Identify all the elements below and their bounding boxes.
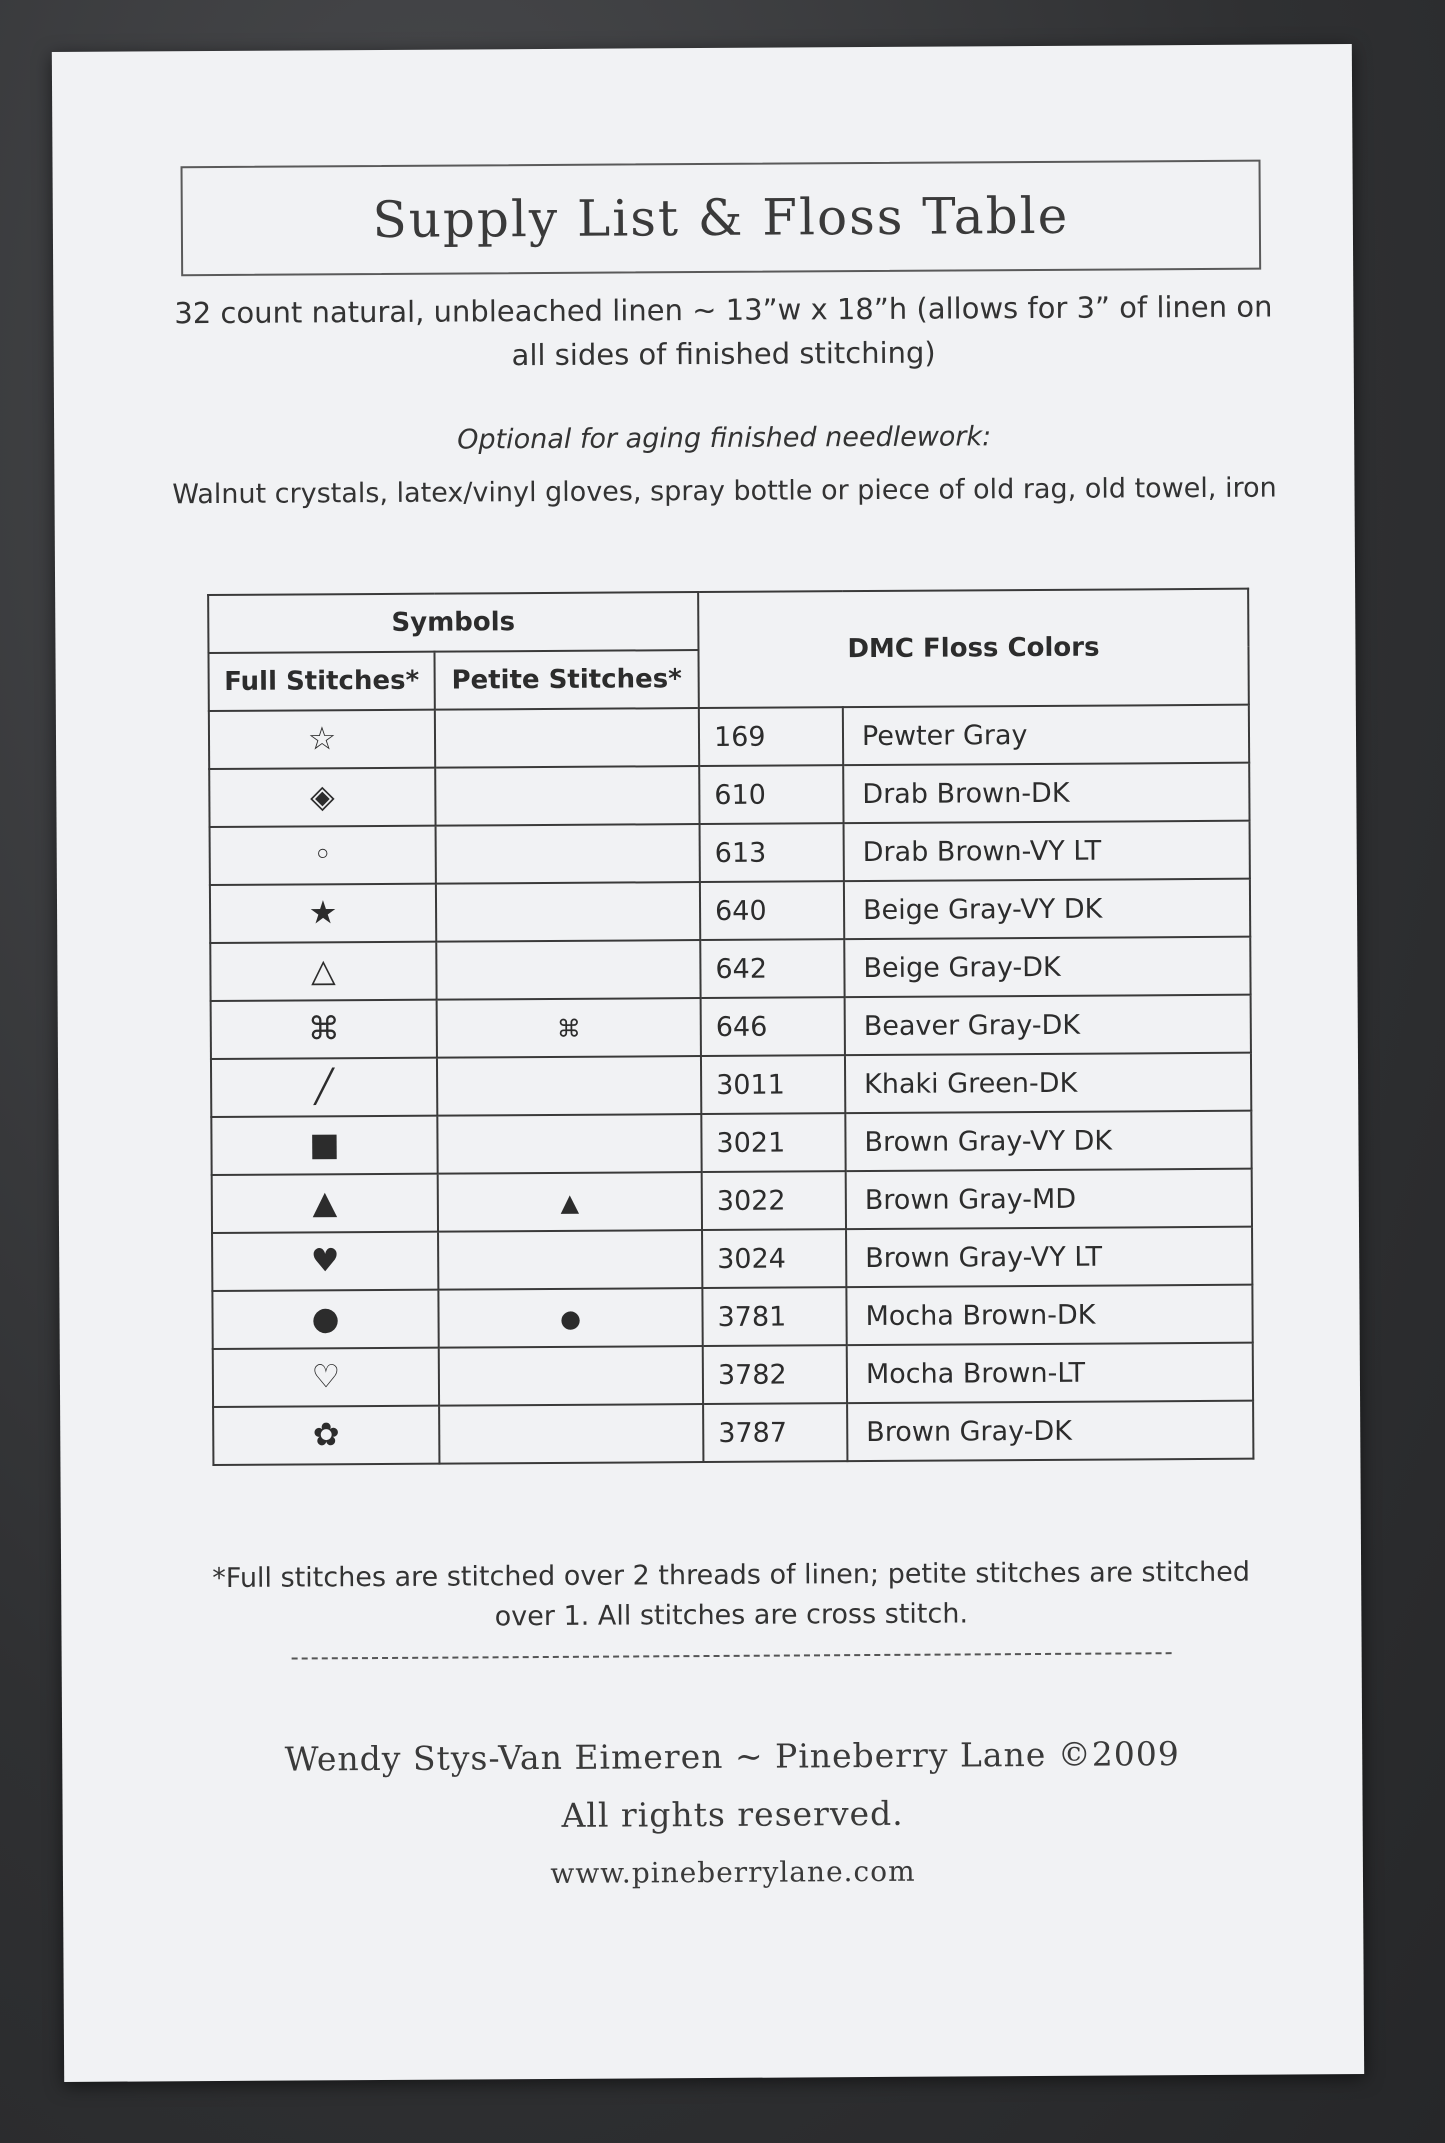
dmc-color-name: Brown Gray-VY LT <box>846 1227 1252 1287</box>
full-stitch-symbol: ● <box>212 1290 438 1349</box>
dmc-color-name: Brown Gray-DK <box>847 1401 1253 1461</box>
full-stitch-symbol: △ <box>210 942 436 1001</box>
full-stitches-header: Full Stitches* <box>208 652 434 711</box>
table-row <box>213 1343 1253 1407</box>
full-stitch-symbol: ▲ <box>212 1174 438 1233</box>
petite-stitch-symbol <box>435 708 699 768</box>
dmc-color-name: Drab Brown-DK <box>843 763 1249 823</box>
dmc-number: 610 <box>699 765 843 824</box>
dmc-number: 3781 <box>702 1287 846 1346</box>
full-stitch-symbol: ✿ <box>213 1406 439 1465</box>
full-stitch-symbol: ♥ <box>212 1232 438 1291</box>
petite-stitch-symbol <box>438 1230 702 1290</box>
full-stitch-symbol: ♡ <box>213 1348 439 1407</box>
dmc-color-name: Beige Gray-VY DK <box>844 879 1250 939</box>
dmc-header: DMC Floss Colors <box>698 589 1249 708</box>
table-row <box>210 821 1250 885</box>
petite-stitch-symbol <box>437 1056 701 1116</box>
footnote: *Full stitches are stitched over 2 threads of linen; petite stitches are stitched over 1. All stitches are cross stitch. <box>212 1556 1251 1633</box>
page-title: Supply List & Floss Table <box>372 186 1070 250</box>
petite-stitch-symbol <box>436 824 700 884</box>
dmc-color-name: Brown Gray-VY DK <box>845 1111 1251 1171</box>
full-stitch-symbol: ◦ <box>210 826 436 885</box>
table-row <box>211 1111 1251 1175</box>
table-row <box>212 1169 1252 1233</box>
dmc-number: 642 <box>700 939 844 998</box>
petite-stitches-header: Petite Stitches* <box>434 650 698 710</box>
petite-stitch-symbol <box>439 1346 703 1406</box>
table-row <box>210 937 1250 1001</box>
dmc-number: 3782 <box>703 1345 847 1404</box>
dmc-color-name: Mocha Brown-DK <box>846 1285 1252 1345</box>
petite-stitch-symbol <box>436 940 700 1000</box>
petite-stitch-symbol: ▲ <box>438 1172 702 1232</box>
website-url: www.pineberrylane.com <box>550 1854 916 1890</box>
dmc-color-name: Beige Gray-DK <box>844 937 1250 997</box>
full-stitch-symbol: ╱ <box>211 1058 437 1117</box>
full-stitch-symbol: ◈ <box>209 768 435 827</box>
table-row <box>213 1401 1253 1465</box>
table-row <box>211 995 1251 1059</box>
petite-stitch-symbol <box>435 766 699 826</box>
table-row <box>211 1053 1251 1117</box>
dmc-number: 3022 <box>702 1171 846 1230</box>
pattern-page <box>52 44 1364 2082</box>
dmc-number: 646 <box>701 997 845 1056</box>
credits <box>162 1724 1303 1905</box>
full-stitch-symbol: ■ <box>211 1116 437 1175</box>
dmc-color-name: Drab Brown-VY LT <box>844 821 1250 881</box>
dmc-color-name: Khaki Green-DK <box>845 1053 1251 1113</box>
petite-stitch-symbol <box>437 1114 701 1174</box>
table-row <box>209 763 1249 827</box>
linen-description: 32 count natural, unbleached linen ~ 13”w x 18”h (allows for 3” of linen on all sides of finished stitching) <box>174 289 1273 373</box>
table-row <box>212 1227 1252 1291</box>
dmc-color-name: Brown Gray-MD <box>846 1169 1252 1229</box>
dmc-number: 613 <box>700 823 844 882</box>
table-row <box>210 879 1250 943</box>
optional-supplies: Walnut crystals, latex/vinyl gloves, spray bottle or piece of old rag, old towel, iron <box>172 472 1277 511</box>
petite-stitch-symbol: ⌘ <box>437 998 701 1058</box>
dmc-number: 3021 <box>701 1113 845 1172</box>
petite-stitch-symbol <box>439 1404 703 1464</box>
full-stitch-symbol: ☆ <box>209 710 435 769</box>
full-stitch-symbol: ⌘ <box>211 1000 437 1059</box>
title-box <box>181 160 1262 277</box>
dmc-number: 3024 <box>702 1229 846 1288</box>
table-row <box>209 705 1249 769</box>
symbols-header: Symbols <box>208 592 698 653</box>
dmc-number: 169 <box>699 707 843 766</box>
petite-stitch-symbol: ● <box>438 1288 702 1348</box>
floss-rows <box>209 705 1254 1465</box>
dmc-number: 640 <box>700 881 844 940</box>
dmc-number: 3011 <box>701 1055 845 1114</box>
designer-credit: Wendy Stys-Van Eimeren ~ Pineberry Lane ©2009 <box>284 1734 1180 1779</box>
dmc-number: 3787 <box>703 1403 847 1462</box>
dmc-color-name: Mocha Brown-LT <box>847 1343 1253 1403</box>
rights-reserved: All rights reserved. <box>561 1793 904 1835</box>
floss-table <box>207 588 1254 1466</box>
dmc-color-name: Beaver Gray-DK <box>845 995 1251 1055</box>
table-row <box>212 1285 1252 1349</box>
full-stitch-symbol: ★ <box>210 884 436 943</box>
optional-label: Optional for aging finished needlework: <box>457 421 992 456</box>
dmc-color-name: Pewter Gray <box>843 705 1249 765</box>
dashed-divider <box>292 1652 1172 1659</box>
petite-stitch-symbol <box>436 882 700 942</box>
